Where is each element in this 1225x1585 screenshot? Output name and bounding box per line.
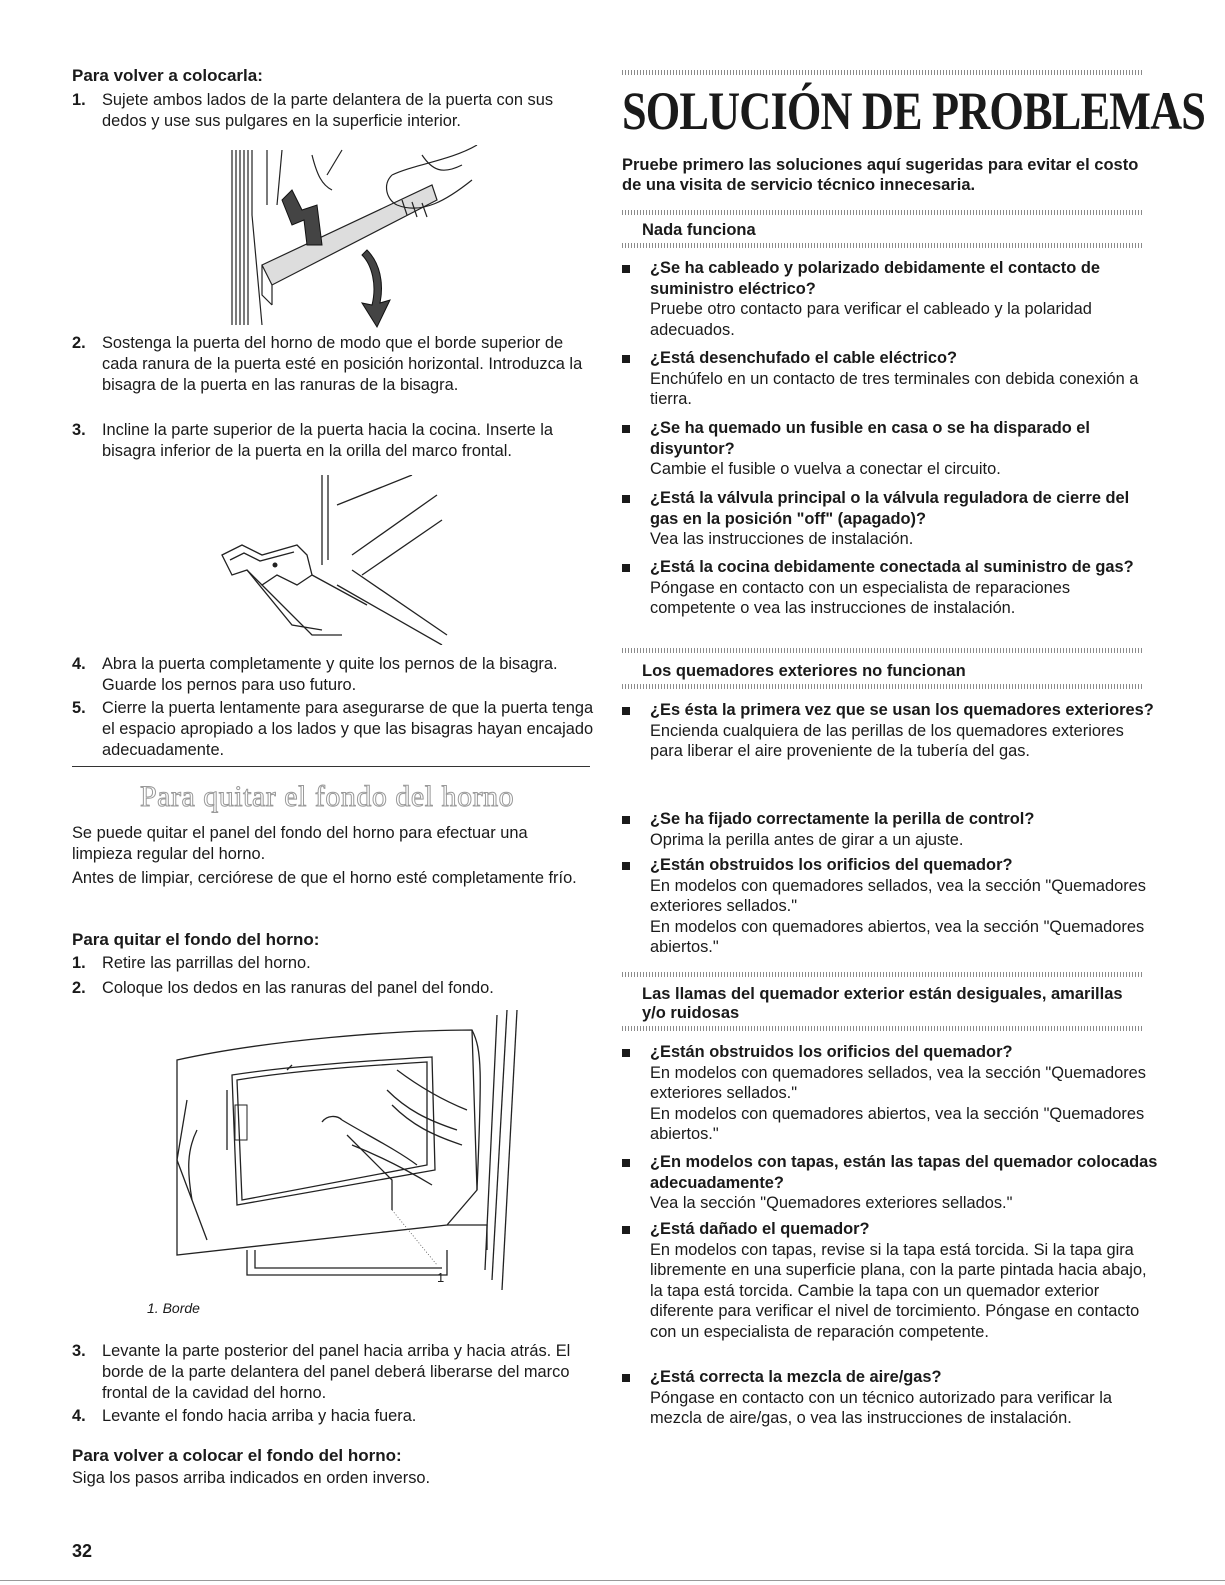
title-top-rule <box>622 70 1144 75</box>
bullet-icon <box>622 1159 630 1167</box>
faq-item: ¿Está dañado el quemador? En modelos con tapas, revise si la tapa está torcida. Si la tapa gira libremente en una superficie plana, con la parte pintada hacia abajo, la tapa está torcida. Cambie la tapa con un quemador exterior diferente para verificar el nivel de torcimiento. Póngase en contacto con un especialista de reparación competente. <box>650 1220 1147 1341</box>
section-paragraph-1: Se puede quitar el panel del fondo del horno para efectuar una limpieza regular del horno. <box>72 824 528 863</box>
page-number: 32 <box>72 1541 93 1561</box>
section-paragraph-2: Antes de limpiar, cerciórese de que el horno esté completamente frío. <box>72 869 577 887</box>
faq-item: ¿Está correcta la mezcla de aire/gas? Póngase en contacto con un técnico autorizado para verificar la mezcla de aire/gas, o vea las instrucciones de instalación. <box>650 1368 1112 1427</box>
section-divider <box>72 766 590 767</box>
figure-caption: 1. Borde <box>147 1300 200 1316</box>
remove-heading: Para quitar el fondo del horno: <box>72 930 320 949</box>
section-3-top-rule <box>622 972 1144 977</box>
hinge-frame-illustration <box>202 475 462 645</box>
bullet-icon <box>622 265 630 273</box>
remove-step-3: 3. Levante la parte posterior del panel hacia arriba y hacia atrás. El borde de la parte delantera del panel deberá liberarse del marco frontal de la cavidad del horno. <box>72 1342 571 1402</box>
faq-item: ¿Es ésta la primera vez que se usan los quemadores exteriores? Encienda cualquiera de las perillas de los quemadores exteriores para liberar el aire proveniente de la tubería del gas. <box>650 701 1154 760</box>
reinstall-heading: Para volver a colocarla: <box>72 66 263 85</box>
reinstall-step-2: 2. Sostenga la puerta del horno de modo que el borde superior de cada ranura de la puerta esté en posición horizontal. Introduzca la bisagra de la puerta en las ranuras de la bisagra. <box>72 334 583 394</box>
faq-item: ¿Están obstruidos los orificios del quemador? En modelos con quemadores sellados, vea la sección "Quemadores exteriores sellados." En modelos con quemadores abiertos, vea la sección "Quemadores abiertos." <box>650 1043 1146 1143</box>
section-2-bottom-rule <box>622 684 1144 689</box>
bullet-icon <box>622 1049 630 1057</box>
section-3-bottom-rule <box>622 1026 1144 1031</box>
faq-item: ¿Se ha quemado un fusible en casa o se ha disparado el disyuntor? Cambie el fusible o vuelva a conectar el circuito. <box>650 419 1090 478</box>
section-2-top-rule <box>622 648 1144 653</box>
reinstall-step-1: 1. Sujete ambos lados de la parte delantera de la puerta con sus dedos y use sus pulgares en la superficie interior. <box>72 91 554 130</box>
door-hinge-illustration <box>222 145 482 330</box>
section-2-items <box>622 700 1160 970</box>
faq-item: ¿Está la válvula principal o la válvula reguladora de cierre del gas en la posición "off" (apagado)? Vea las instrucciones de instalación. <box>650 489 1130 548</box>
replace-heading: Para volver a colocar el fondo del horno: <box>72 1446 402 1465</box>
bullet-icon <box>622 564 630 572</box>
remove-step-4: 4. Levante el fondo hacia arriba y hacia fuera. <box>72 1407 417 1425</box>
faq-item: ¿Está desenchufado el cable eléctrico? Enchúfelo en un contacto de tres terminales con debida conexión a tierra. <box>650 349 1139 408</box>
section-1-bottom-rule <box>622 243 1144 248</box>
oven-bottom-illustration <box>147 1010 527 1295</box>
intro-text: Pruebe primero las soluciones aquí sugeridas para evitar el costo de una visita de servicio técnico innecesaria. <box>622 156 1139 194</box>
bullet-icon <box>622 425 630 433</box>
faq-item: ¿Está la cocina debidamente conectada al suministro de gas? Póngase en contacto con un especialista de reparaciones competente o vea las instrucciones de instalación. <box>650 558 1134 617</box>
bullet-icon <box>622 1226 630 1234</box>
section-1-heading: Nada funciona <box>642 221 756 239</box>
reinstall-step-3: 3. Incline la parte superior de la puerta hacia la cocina. Inserte la bisagra inferior de la puerta en la orilla del marco frontal. <box>72 421 554 460</box>
bullet-icon <box>622 816 630 824</box>
section-1-items <box>622 258 1160 638</box>
section-2-heading: Los quemadores exteriores no funcionan <box>642 662 966 680</box>
section-1-top-rule <box>622 210 1144 215</box>
page-title: SOLUCIÓN DE PROBLEMAS <box>622 81 1206 141</box>
bullet-icon <box>622 355 630 363</box>
page-bottom-rule <box>0 1580 1225 1581</box>
faq-item: ¿Se ha fijado correctamente la perilla de control? Oprima la perilla antes de girar a un ajuste. <box>650 810 1035 849</box>
replace-text: Siga los pasos arriba indicados en orden inverso. <box>72 1469 431 1487</box>
faq-item: ¿En modelos con tapas, están las tapas del quemador colocadas adecuadamente? Vea la sección "Quemadores exteriores sellados." <box>650 1153 1158 1212</box>
bullet-icon <box>622 1374 630 1382</box>
faq-item: ¿Se ha cableado y polarizado debidamente el contacto de suministro eléctrico? Pruebe otro contacto para verificar el cableado y la polaridad adecuados. <box>650 259 1100 339</box>
faq-item: ¿Están obstruidos los orificios del quemador? En modelos con quemadores sellados, vea la sección "Quemadores exteriores sellados." En modelos con quemadores abiertos, vea la sección "Quemadores abiertos." <box>650 856 1146 956</box>
remove-step-1: 1. Retire las parrillas del horno. <box>72 954 311 972</box>
bullet-icon <box>622 862 630 870</box>
remove-step-2: 2. Coloque los dedos en las ranuras del panel del fondo. <box>72 979 494 997</box>
section-3-items <box>622 1042 1160 1442</box>
reinstall-step-5: 5. Cierre la puerta lentamente para asegurarse de que la puerta tenga el espacio apropiado a los lados y que las bisagras hayan encajado adecuadamente. <box>72 699 594 759</box>
bullet-icon <box>622 495 630 503</box>
bullet-icon <box>622 707 630 715</box>
figure-callout: 1 <box>437 1270 445 1285</box>
section-title: Para quitar el fondo del horno <box>140 780 515 813</box>
section-3-heading: Las llamas del quemador exterior están desiguales, amarillas y/o ruidosas <box>642 985 1123 1022</box>
reinstall-step-4: 4. Abra la puerta completamente y quite los pernos de la bisagra. Guarde los pernos para uso futuro. <box>72 655 558 694</box>
